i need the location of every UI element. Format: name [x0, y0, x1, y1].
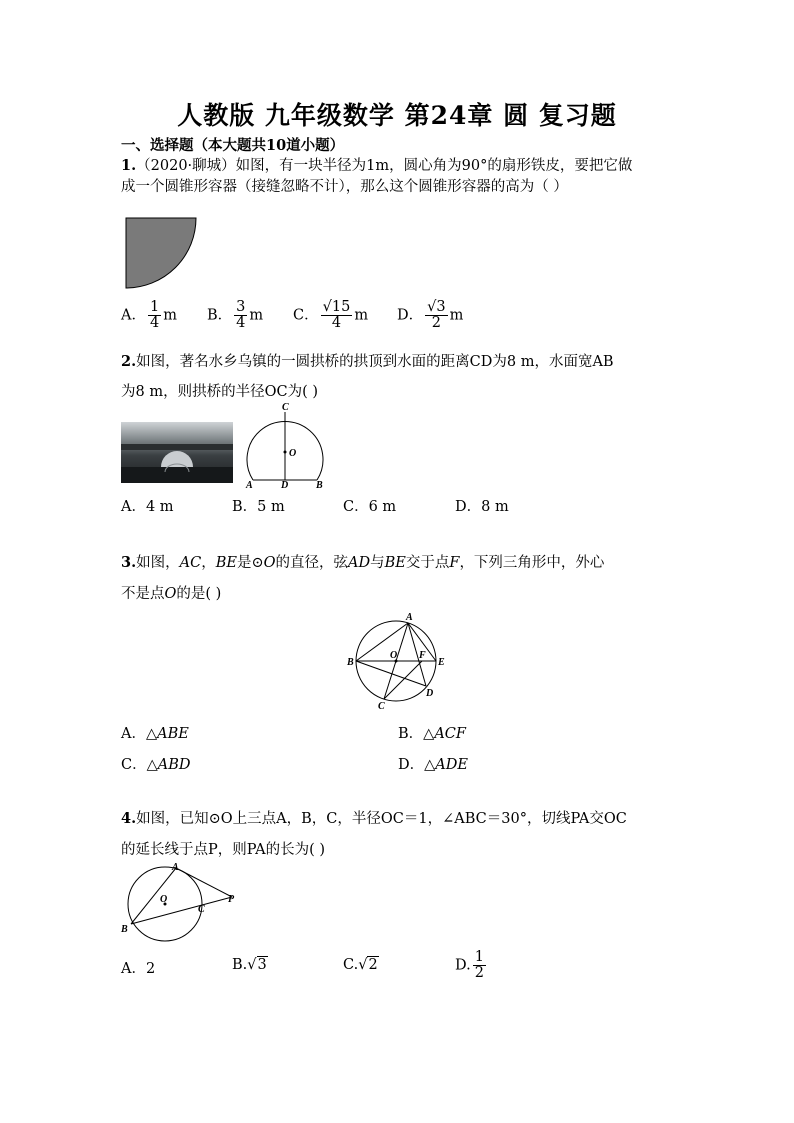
q2-label-o: O [289, 448, 297, 459]
q2-number: 2. [121, 353, 137, 370]
q3-number: 3. [121, 554, 137, 571]
q3-option-b[interactable]: B．△ACF [398, 726, 466, 742]
page-title: 人教版 九年级数学 第24章 圆 复习题 [177, 101, 617, 130]
q3-circle-figure [340, 608, 460, 714]
q4-number: 4. [121, 810, 137, 827]
q1-option-b[interactable]: B． $\frac{3}{4}$ m [207, 299, 264, 332]
bridge-arch [161, 451, 193, 467]
q3-option-c[interactable]: C．△ABD [121, 757, 191, 773]
q3-label-a: A [406, 612, 413, 623]
q2-label-a: A [246, 480, 253, 490]
q1-option-d[interactable]: D． $\frac{√3}{2}$ m [397, 299, 464, 332]
q1-option-c[interactable]: C． $\frac{√15}{4}$ m [293, 299, 369, 332]
q1-line1: 1.（2020·聊城）如图，有一块半径为1m，圆心角为90°的扇形铁皮，要把它做 [121, 157, 633, 174]
q4-label-a: A [172, 862, 179, 873]
q4-circle-figure [120, 862, 245, 948]
q2-line2: 为8 m，则拱桥的半径OC为( ) [121, 384, 318, 400]
q3-label-b: B [347, 657, 354, 668]
q2-option-c[interactable]: C．6 m [343, 499, 397, 515]
q4-option-c[interactable]: C.√2 [343, 957, 378, 973]
q4-line2: 的延长线于点P，则PA的长为( ) [121, 842, 326, 858]
q2-label-c: C [282, 402, 289, 413]
q3-label-f: F [419, 650, 426, 661]
q4-label-p: P [228, 894, 235, 905]
q4-option-a[interactable]: A．2 [121, 961, 156, 977]
q3-label-c: C [378, 701, 385, 712]
q2-center-point [284, 451, 287, 454]
q1-option-a[interactable]: A． $\frac{1}{4}$ m [121, 299, 177, 332]
q4-option-b[interactable]: B.√3 [232, 957, 267, 973]
q3-chord-bd [356, 661, 426, 686]
q3-chord-ab [356, 623, 408, 661]
q4-line1: 4.如图，已知⊙O上三点A，B，C，半径OC＝1，∠ABC＝30°，切线PA交OC [121, 810, 627, 827]
q4-segment-bp [131, 897, 232, 924]
q1-sector-shape [126, 218, 196, 288]
q3-label-o: O [390, 650, 398, 661]
q3-line2: 不是点O的是( ) [121, 586, 222, 602]
q4-label-c: C [198, 904, 205, 915]
q1-line2: 成一个圆锥形容器（接缝忽略不计），那么这个圆锥形容器的高为（ ） [121, 179, 568, 195]
section-heading: 一、选择题（本大题共10道小题） [121, 137, 345, 154]
q2-arch-figure [240, 400, 340, 490]
bridge-photo-drawing [121, 422, 233, 483]
q3-label-e: E [438, 657, 445, 668]
q3-option-d[interactable]: D．△ADE [398, 757, 468, 773]
q3-option-a[interactable]: A．△ABE [121, 726, 189, 742]
bridge-photo [121, 422, 233, 483]
q3-line1: 3.如图，AC，BE是⊙O的直径，弦AD与BE交于点F，下列三角形中，外心 [121, 554, 605, 571]
q4-label-b: B [121, 924, 128, 935]
q1-number: 1. [121, 157, 137, 174]
q4-segment-ba [131, 868, 176, 924]
q1-sector-figure [124, 216, 200, 290]
q2-option-a[interactable]: A．4 m [121, 499, 174, 515]
q2-label-d: D [281, 480, 289, 490]
q2-line1: 2.如图，著名水乡乌镇的一圆拱桥的拱顶到水面的距离CD为8 m，水面宽AB [121, 353, 614, 370]
q2-label-b: B [316, 480, 323, 490]
q4-label-o: O [160, 894, 168, 905]
q4-tangent-pa [176, 868, 232, 897]
q2-option-b[interactable]: B．5 m [232, 499, 285, 515]
q3-label-d: D [426, 688, 434, 699]
q4-option-d[interactable]: D. $\frac{1}{2}$ [455, 949, 484, 982]
q2-option-d[interactable]: D．8 m [455, 499, 509, 515]
